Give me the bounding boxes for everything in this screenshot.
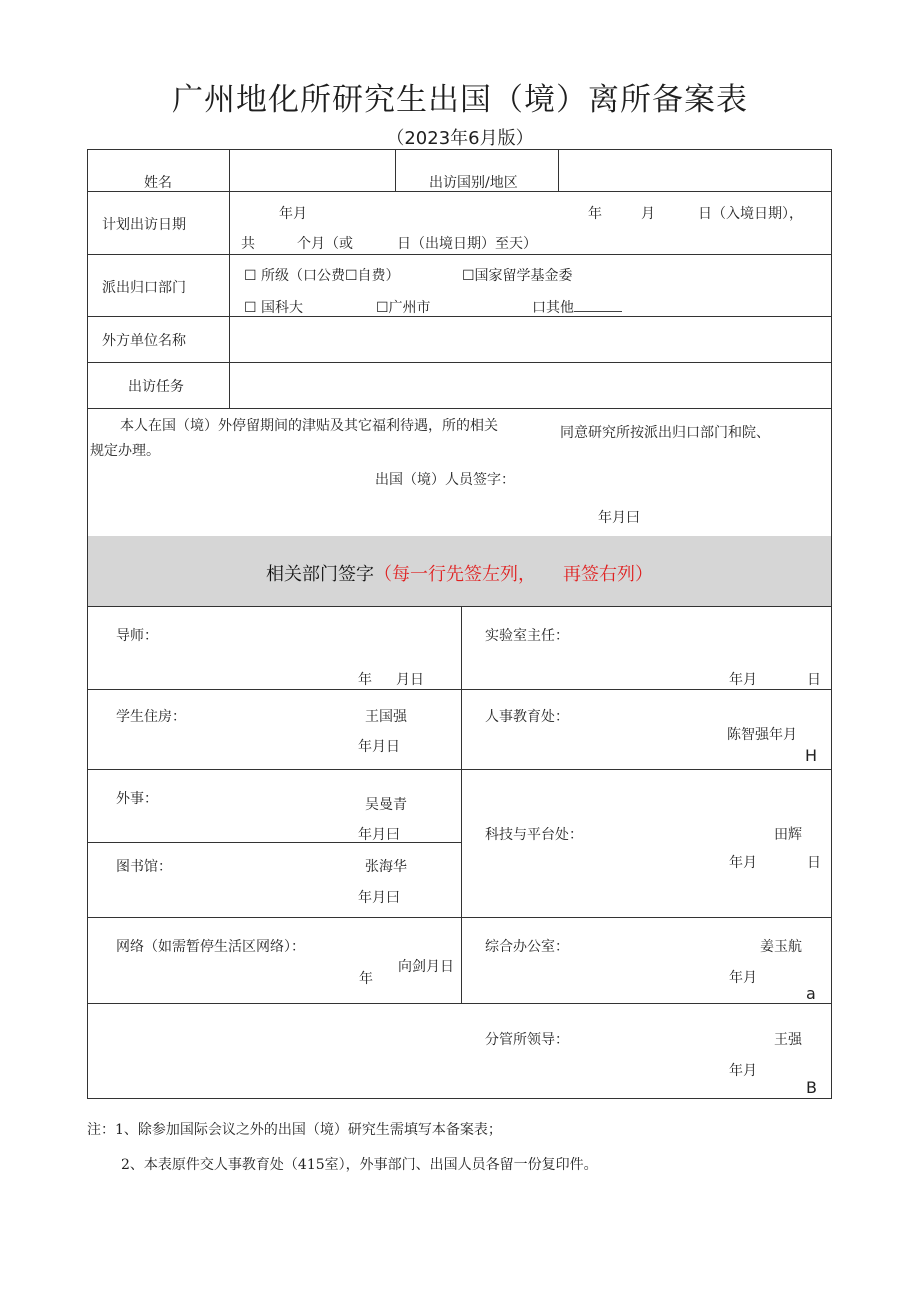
library-label: 图书馆：: [116, 859, 172, 875]
housing-signer: 王国强: [365, 709, 407, 725]
plan-date-months: 个月（或: [297, 236, 353, 252]
plan-date-entry-month: 月: [641, 206, 655, 222]
general-office-mark: a: [806, 984, 816, 1003]
network-signer: 向剑月日: [398, 959, 454, 975]
plan-date-exit: 日（出境日期）至天）: [397, 236, 537, 252]
row-divider: [88, 316, 831, 317]
tech-date-day: 日: [807, 855, 821, 871]
plan-date-start: 年月: [279, 206, 307, 222]
plan-date-entry-year: 年: [588, 206, 602, 222]
band-heading: [88, 560, 831, 586]
advisor-label: 导师：: [116, 628, 158, 644]
library-signer: 张海华: [365, 859, 407, 875]
row-divider: [88, 408, 831, 409]
row-divider: [88, 842, 461, 843]
pledge-text-right: 同意研究所按派出归口部门和院、: [560, 425, 770, 441]
dept-option-ucas[interactable]: ☐ 国科大: [244, 300, 304, 316]
col-divider: [558, 150, 559, 191]
row-divider: [88, 1003, 831, 1004]
tech-platform-label: 科技与平台处：: [485, 827, 583, 843]
network-label: 网络（如需暂停生活区网络）：: [116, 939, 305, 955]
foreign-unit-label: 外方单位名称: [102, 333, 186, 349]
plan-date-entry-day: 日（入境日期），: [698, 206, 803, 222]
dept-option-institute[interactable]: ☐ 所级（口公费☐自费）: [244, 268, 400, 284]
general-office-date: 年月: [729, 970, 757, 986]
band-heading-red: （每一行先签左列， 再签右列）: [374, 564, 653, 585]
dept-option-guangzhou[interactable]: ☐广州市: [376, 300, 431, 316]
form-title: 广州地化所研究生出国（境）离所备案表: [172, 82, 748, 118]
leader-label: 分管所领导：: [485, 1032, 569, 1048]
leader-date: 年月: [729, 1063, 757, 1079]
footnote-2: 2、本表原件交人事教育处（415室），外事部门、出国人员各留一份复印件。: [121, 1157, 598, 1173]
library-date: 年月曰: [358, 890, 400, 906]
other-blank-line[interactable]: [574, 299, 622, 312]
advisor-date-year: 年: [358, 672, 372, 688]
network-date-year: 年: [359, 971, 373, 987]
footnote-1: 注：1、除参加国际会议之外的出国（境）研究生需填写本备案表；: [87, 1122, 502, 1138]
task-label: 出访任务: [128, 379, 184, 395]
general-office-label: 综合办公室：: [485, 939, 569, 955]
pledge-text-line1: 本人在国（境）外停留期间的津贴及其它福利待遇，所的相关: [120, 418, 498, 434]
pledge-date: 年月曰: [598, 510, 640, 526]
housing-date: 年月日: [358, 739, 400, 755]
hr-mark: H: [805, 746, 818, 765]
dept-option-other-label: 口其他: [532, 300, 574, 316]
country-label: 出访国别/地区: [429, 175, 518, 191]
tech-date-ym: 年月: [729, 855, 757, 871]
form-edition: （2023年6月版）: [386, 128, 534, 149]
dept-option-other[interactable]: [532, 297, 622, 317]
col-divider: [229, 191, 230, 408]
pledge-signature-label: 出国（境）人员签字：: [375, 472, 515, 488]
housing-label: 学生住房：: [116, 709, 186, 725]
col-divider: [461, 606, 462, 1003]
leader-mark: B: [806, 1078, 817, 1097]
general-office-signer: 姜玉航: [760, 939, 802, 955]
row-divider: [88, 689, 831, 690]
dept-signature-band: [88, 536, 831, 606]
band-heading-black: 相关部门签字: [266, 564, 374, 585]
col-divider: [395, 150, 396, 191]
row-divider: [88, 606, 831, 607]
row-divider: [88, 769, 831, 770]
tech-platform-signer: 田辉: [774, 827, 802, 843]
registration-form-table: [87, 149, 832, 1099]
leader-signer: 王强: [774, 1032, 802, 1048]
col-divider: [229, 150, 230, 191]
foreign-affairs-label: 外事：: [116, 791, 158, 807]
foreign-affairs-signer: 吴曼青: [365, 797, 407, 813]
lab-date-ym: 年月: [729, 672, 757, 688]
plan-date-label: 计划出访日期: [102, 217, 186, 233]
foreign-affairs-date: 年月曰: [358, 827, 400, 843]
row-divider: [88, 362, 831, 363]
pledge-text-line2: 规定办理。: [90, 443, 160, 459]
lab-date-day: 日: [807, 672, 821, 688]
row-divider: [88, 254, 831, 255]
dept-label: 派出归口部门: [102, 280, 186, 296]
hr-signer: 陈智强年月: [727, 727, 797, 743]
advisor-date-md: 月日: [396, 672, 424, 688]
row-divider: [88, 917, 831, 918]
plan-date-total: 共: [241, 236, 255, 252]
dept-option-csc[interactable]: ☐国家留学基金委: [462, 268, 573, 284]
lab-director-label: 实验室主任：: [485, 628, 569, 644]
hr-label: 人事教育处：: [485, 709, 569, 725]
name-label: 姓名: [144, 175, 172, 191]
